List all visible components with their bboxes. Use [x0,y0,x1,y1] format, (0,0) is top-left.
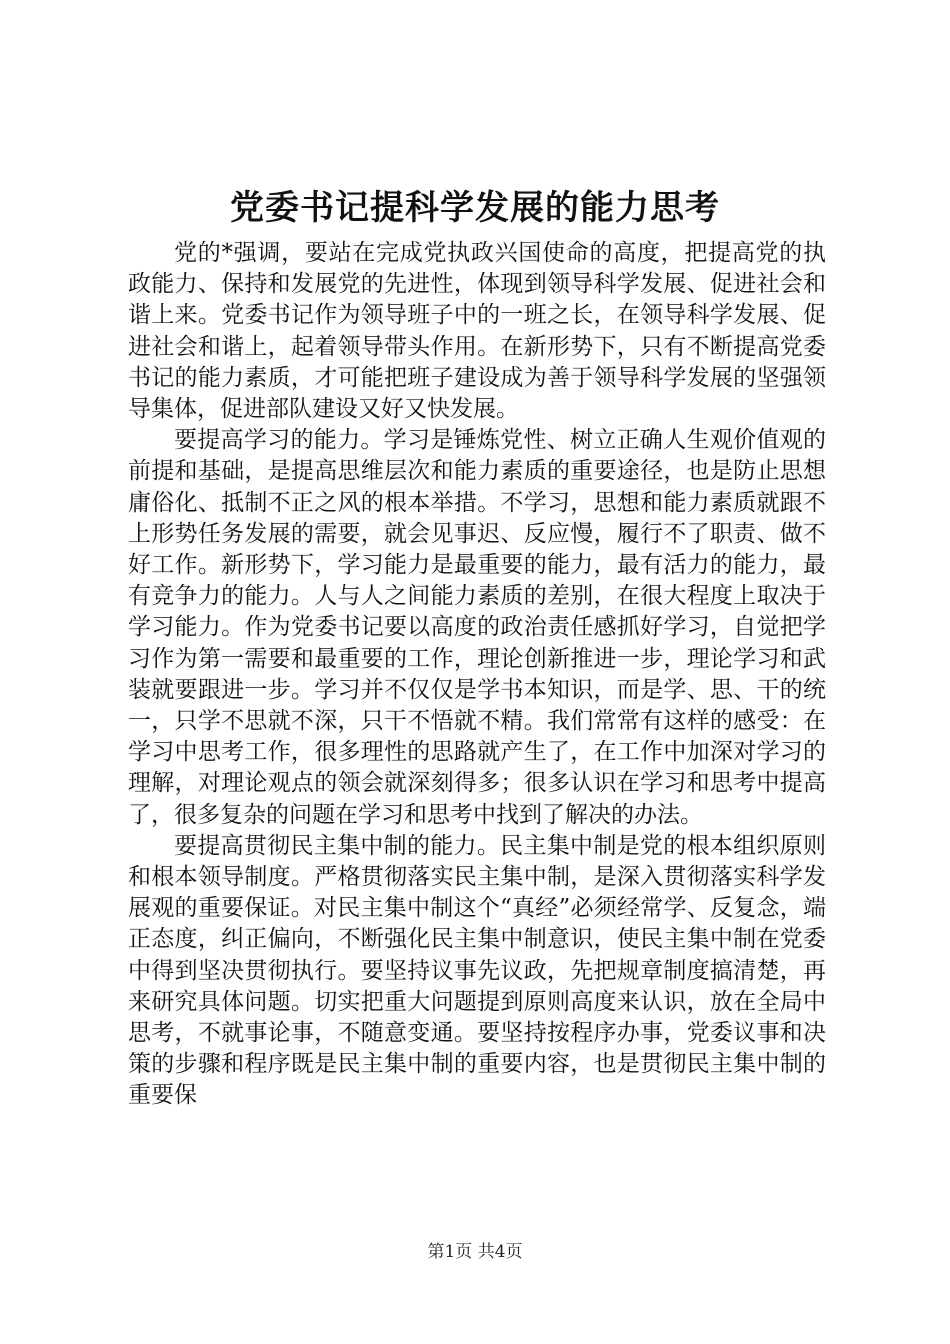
paragraph-intro: 党的*强调，要站在完成党执政兴国使命的高度，把提高党的执政能力、保持和发展党的先进性，体现到领导科学发展、促进社会和谐上来。党委书记作为领导班子中的一班之长，在领导科学发展、促进社会和谐上，起着领导带头作用。在新形势下，只有不断提高党委书记的能力素质，才可能把班子建设成为善于领导科学发展的坚强领导集体，促进部队建设又好又快发展。 [128,240,826,423]
document-body [128,238,826,1112]
paragraph-democratic-centralism: 要提高贯彻民主集中制的能力。民主集中制是党的根本组织原则和根本领导制度。严格贯彻落实民主集中制，是深入贯彻落实科学发展观的重要保证。对民主集中制这个“真经”必须经常学、反复念，端正态度，纠正偏向，不断强化民主集中制意识，使民主集中制在党委中得到坚决贯彻执行。要坚持议事先议政，先把规章制度搞清楚，再来研究具体问题。切实把重大问题提到原则高度来认识，放在全局中思考，不就事论事，不随意变通。要坚持按程序办事，党委议事和决策的步骤和程序既是民主集中制的重要内容，也是贯彻民主集中制的重要保 [128,832,826,1109]
document-title: 党委书记提科学发展的能力思考 [230,188,720,228]
paragraph-learning: 要提高学习的能力。学习是锤炼党性、树立正确人生观价值观的前提和基础，是提高思维层次和能力素质的重要途径，也是防止思想庸俗化、抵制不正之风的根本举措。不学习，思想和能力素质就跟不上形势任务发展的需要，就会见事迟、反应慢，履行不了职责、做不好工作。新形势下，学习能力是最重要的能力，最有活力的能力，最有竞争力的能力。人与人之间能力素质的差别，在很大程度上取决于学习能力。作为党委书记要以高度的政治责任感抓好学习，自觉把学习作为第一需要和最重要的工作，理论创新推进一步，理论学习和武装就要跟进一步。学习并不仅仅是学书本知识，而是学、思、干的统一，只学不思就不深，只干不悟就不精。我们常常有这样的感受：在学习中思考工作，很多理性的思路就产生了，在工作中加深对学习的理解，对理论观点的领会就深刻得多；很多认识在学习和思考中提高了，很多复杂的问题在学习和思考中找到了解决的办法。 [128,427,826,828]
page-footer: 第1页 共4页 [427,1242,523,1262]
